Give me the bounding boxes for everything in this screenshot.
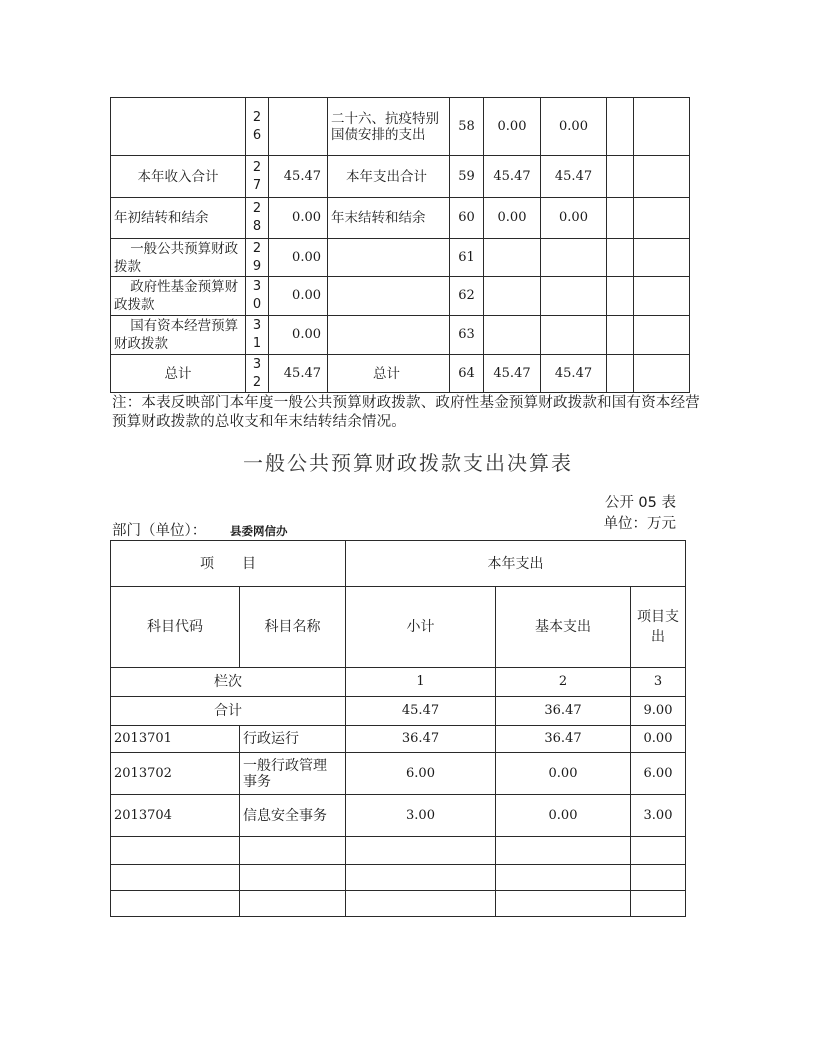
- row-name: 信息安全事务: [240, 795, 346, 837]
- row-project: 6.00: [631, 753, 686, 795]
- empty-cell: [240, 837, 346, 865]
- table-row: [111, 795, 686, 837]
- expense-amount-2: [541, 239, 607, 277]
- income-label: 政府性基金预算财政拨款: [111, 277, 246, 316]
- row-subtotal: 36.47: [346, 726, 496, 753]
- income-label: 一般公共预算财政拨款: [111, 239, 246, 277]
- expense-amount-2: 0.00: [541, 198, 607, 239]
- empty-cell: [111, 837, 240, 865]
- income-amount: 0.00: [269, 316, 328, 355]
- empty-row: [111, 837, 686, 865]
- header-row-1: [111, 541, 686, 587]
- expense-amount-3: [607, 277, 634, 316]
- empty-cell: [631, 865, 686, 891]
- row-project: 3.00: [631, 795, 686, 837]
- index-3: 3: [631, 668, 686, 697]
- empty-row: [111, 865, 686, 891]
- row-basic: 0.00: [496, 795, 631, 837]
- col-project-header: 项目支出: [631, 587, 686, 668]
- empty-cell: [346, 837, 496, 865]
- row-name: 一般行政管理事务: [240, 753, 346, 795]
- income-row-number: 26: [246, 98, 269, 156]
- page-title: 一般公共预算财政拨款支出决算表: [243, 451, 573, 475]
- empty-cell: [496, 837, 631, 865]
- expense-amount-3: [607, 355, 634, 393]
- index-2: 2: [496, 668, 631, 697]
- expense-amount-2: 45.47: [541, 156, 607, 198]
- col-basic-header: 基本支出: [496, 587, 631, 668]
- total-project: 9.00: [631, 697, 686, 726]
- unit-label: 单位：万元: [603, 516, 676, 532]
- expense-row-number: 62: [450, 277, 484, 316]
- empty-cell: [496, 865, 631, 891]
- expense-label: [328, 239, 450, 277]
- income-amount: 0.00: [269, 198, 328, 239]
- income-amount: 45.47: [269, 156, 328, 198]
- income-row-number: 28: [246, 198, 269, 239]
- expense-label: 总计: [328, 355, 450, 393]
- expenditure-table: [110, 540, 686, 917]
- expense-amount-1: 0.00: [484, 198, 541, 239]
- expense-amount-4: [634, 98, 690, 156]
- row-code: 2013704: [111, 795, 240, 837]
- expense-amount-4: [634, 316, 690, 355]
- expense-amount-2: 0.00: [541, 98, 607, 156]
- index-row: [111, 668, 686, 697]
- expense-amount-3: [607, 316, 634, 355]
- header-item: 项 目: [111, 541, 346, 587]
- expense-row-number: 58: [450, 98, 484, 156]
- table-row: [111, 239, 690, 277]
- table-row: [111, 198, 690, 239]
- header-row-2: [111, 587, 686, 668]
- income-row-number: 30: [246, 277, 269, 316]
- empty-cell: [346, 891, 496, 917]
- expense-row-number: 60: [450, 198, 484, 239]
- expense-amount-3: [607, 156, 634, 198]
- expense-row-number: 59: [450, 156, 484, 198]
- row-code: 2013701: [111, 726, 240, 753]
- col-name-header: 科目名称: [240, 587, 346, 668]
- row-subtotal: 3.00: [346, 795, 496, 837]
- income-label: [111, 98, 246, 156]
- index-label: 栏次: [111, 668, 346, 697]
- income-row-number: 32: [246, 355, 269, 393]
- table-row: [111, 316, 690, 355]
- table-row: [111, 98, 690, 156]
- expense-amount-1: [484, 239, 541, 277]
- empty-cell: [111, 865, 240, 891]
- expense-amount-1: [484, 277, 541, 316]
- total-subtotal: 45.47: [346, 697, 496, 726]
- income-row-number: 31: [246, 316, 269, 355]
- fiscal-summary-table: [110, 97, 690, 393]
- col-subtotal-header: 小计: [346, 587, 496, 668]
- public-table-number: 公开 05 表: [604, 495, 676, 511]
- income-row-number: 27: [246, 156, 269, 198]
- empty-cell: [240, 865, 346, 891]
- income-amount: [269, 98, 328, 156]
- expense-amount-2: [541, 277, 607, 316]
- income-label: 国有资本经营预算财政拨款: [111, 316, 246, 355]
- expense-amount-1: 45.47: [484, 156, 541, 198]
- expense-amount-2: [541, 316, 607, 355]
- expense-amount-1: [484, 316, 541, 355]
- expense-amount-3: [607, 198, 634, 239]
- empty-cell: [240, 891, 346, 917]
- income-amount: 0.00: [269, 277, 328, 316]
- income-label: 总计: [111, 355, 246, 393]
- row-name: 行政运行: [240, 726, 346, 753]
- empty-cell: [631, 891, 686, 917]
- expense-row-number: 63: [450, 316, 484, 355]
- total-label: 合计: [111, 697, 346, 726]
- table-row: [111, 355, 690, 393]
- income-label: 本年收入合计: [111, 156, 246, 198]
- row-project: 0.00: [631, 726, 686, 753]
- empty-cell: [631, 837, 686, 865]
- income-label: 年初结转和结余: [111, 198, 246, 239]
- table-row: [111, 753, 686, 795]
- expense-amount-2: 45.47: [541, 355, 607, 393]
- expense-amount-4: [634, 198, 690, 239]
- expense-row-number: 64: [450, 355, 484, 393]
- row-code: 2013702: [111, 753, 240, 795]
- table-row: [111, 726, 686, 753]
- total-basic: 36.47: [496, 697, 631, 726]
- empty-cell: [346, 865, 496, 891]
- index-1: 1: [346, 668, 496, 697]
- table-row: [111, 277, 690, 316]
- expense-label: 年末结转和结余: [328, 198, 450, 239]
- expense-amount-3: [607, 98, 634, 156]
- expense-amount-4: [634, 156, 690, 198]
- income-amount: 45.47: [269, 355, 328, 393]
- expense-amount-4: [634, 355, 690, 393]
- row-basic: 36.47: [496, 726, 631, 753]
- income-amount: 0.00: [269, 239, 328, 277]
- header-expense: 本年支出: [346, 541, 686, 587]
- empty-cell: [496, 891, 631, 917]
- expense-amount-1: 45.47: [484, 355, 541, 393]
- table-note: 注：本表反映部门本年度一般公共预算财政拨款、政府性基金预算财政拨款和国有资本经营预算财政拨款的总收支和年末结转结余情况。: [112, 395, 700, 430]
- row-subtotal: 6.00: [346, 753, 496, 795]
- row-basic: 0.00: [496, 753, 631, 795]
- expense-label: [328, 316, 450, 355]
- expense-amount-4: [634, 277, 690, 316]
- expense-label: 二十六、抗疫特别国债安排的支出: [328, 98, 450, 156]
- total-row: [111, 697, 686, 726]
- empty-cell: [111, 891, 240, 917]
- expense-label: [328, 277, 450, 316]
- col-code-header: 科目代码: [111, 587, 240, 668]
- expense-amount-1: 0.00: [484, 98, 541, 156]
- expense-label: 本年支出合计: [328, 156, 450, 198]
- table-row: [111, 156, 690, 198]
- expense-amount-4: [634, 239, 690, 277]
- expense-amount-3: [607, 239, 634, 277]
- department-value: 县委网信办: [230, 524, 288, 538]
- income-row-number: 29: [246, 239, 269, 277]
- expense-row-number: 61: [450, 239, 484, 277]
- empty-row: [111, 891, 686, 917]
- department-label: 部门（单位）：: [112, 523, 207, 539]
